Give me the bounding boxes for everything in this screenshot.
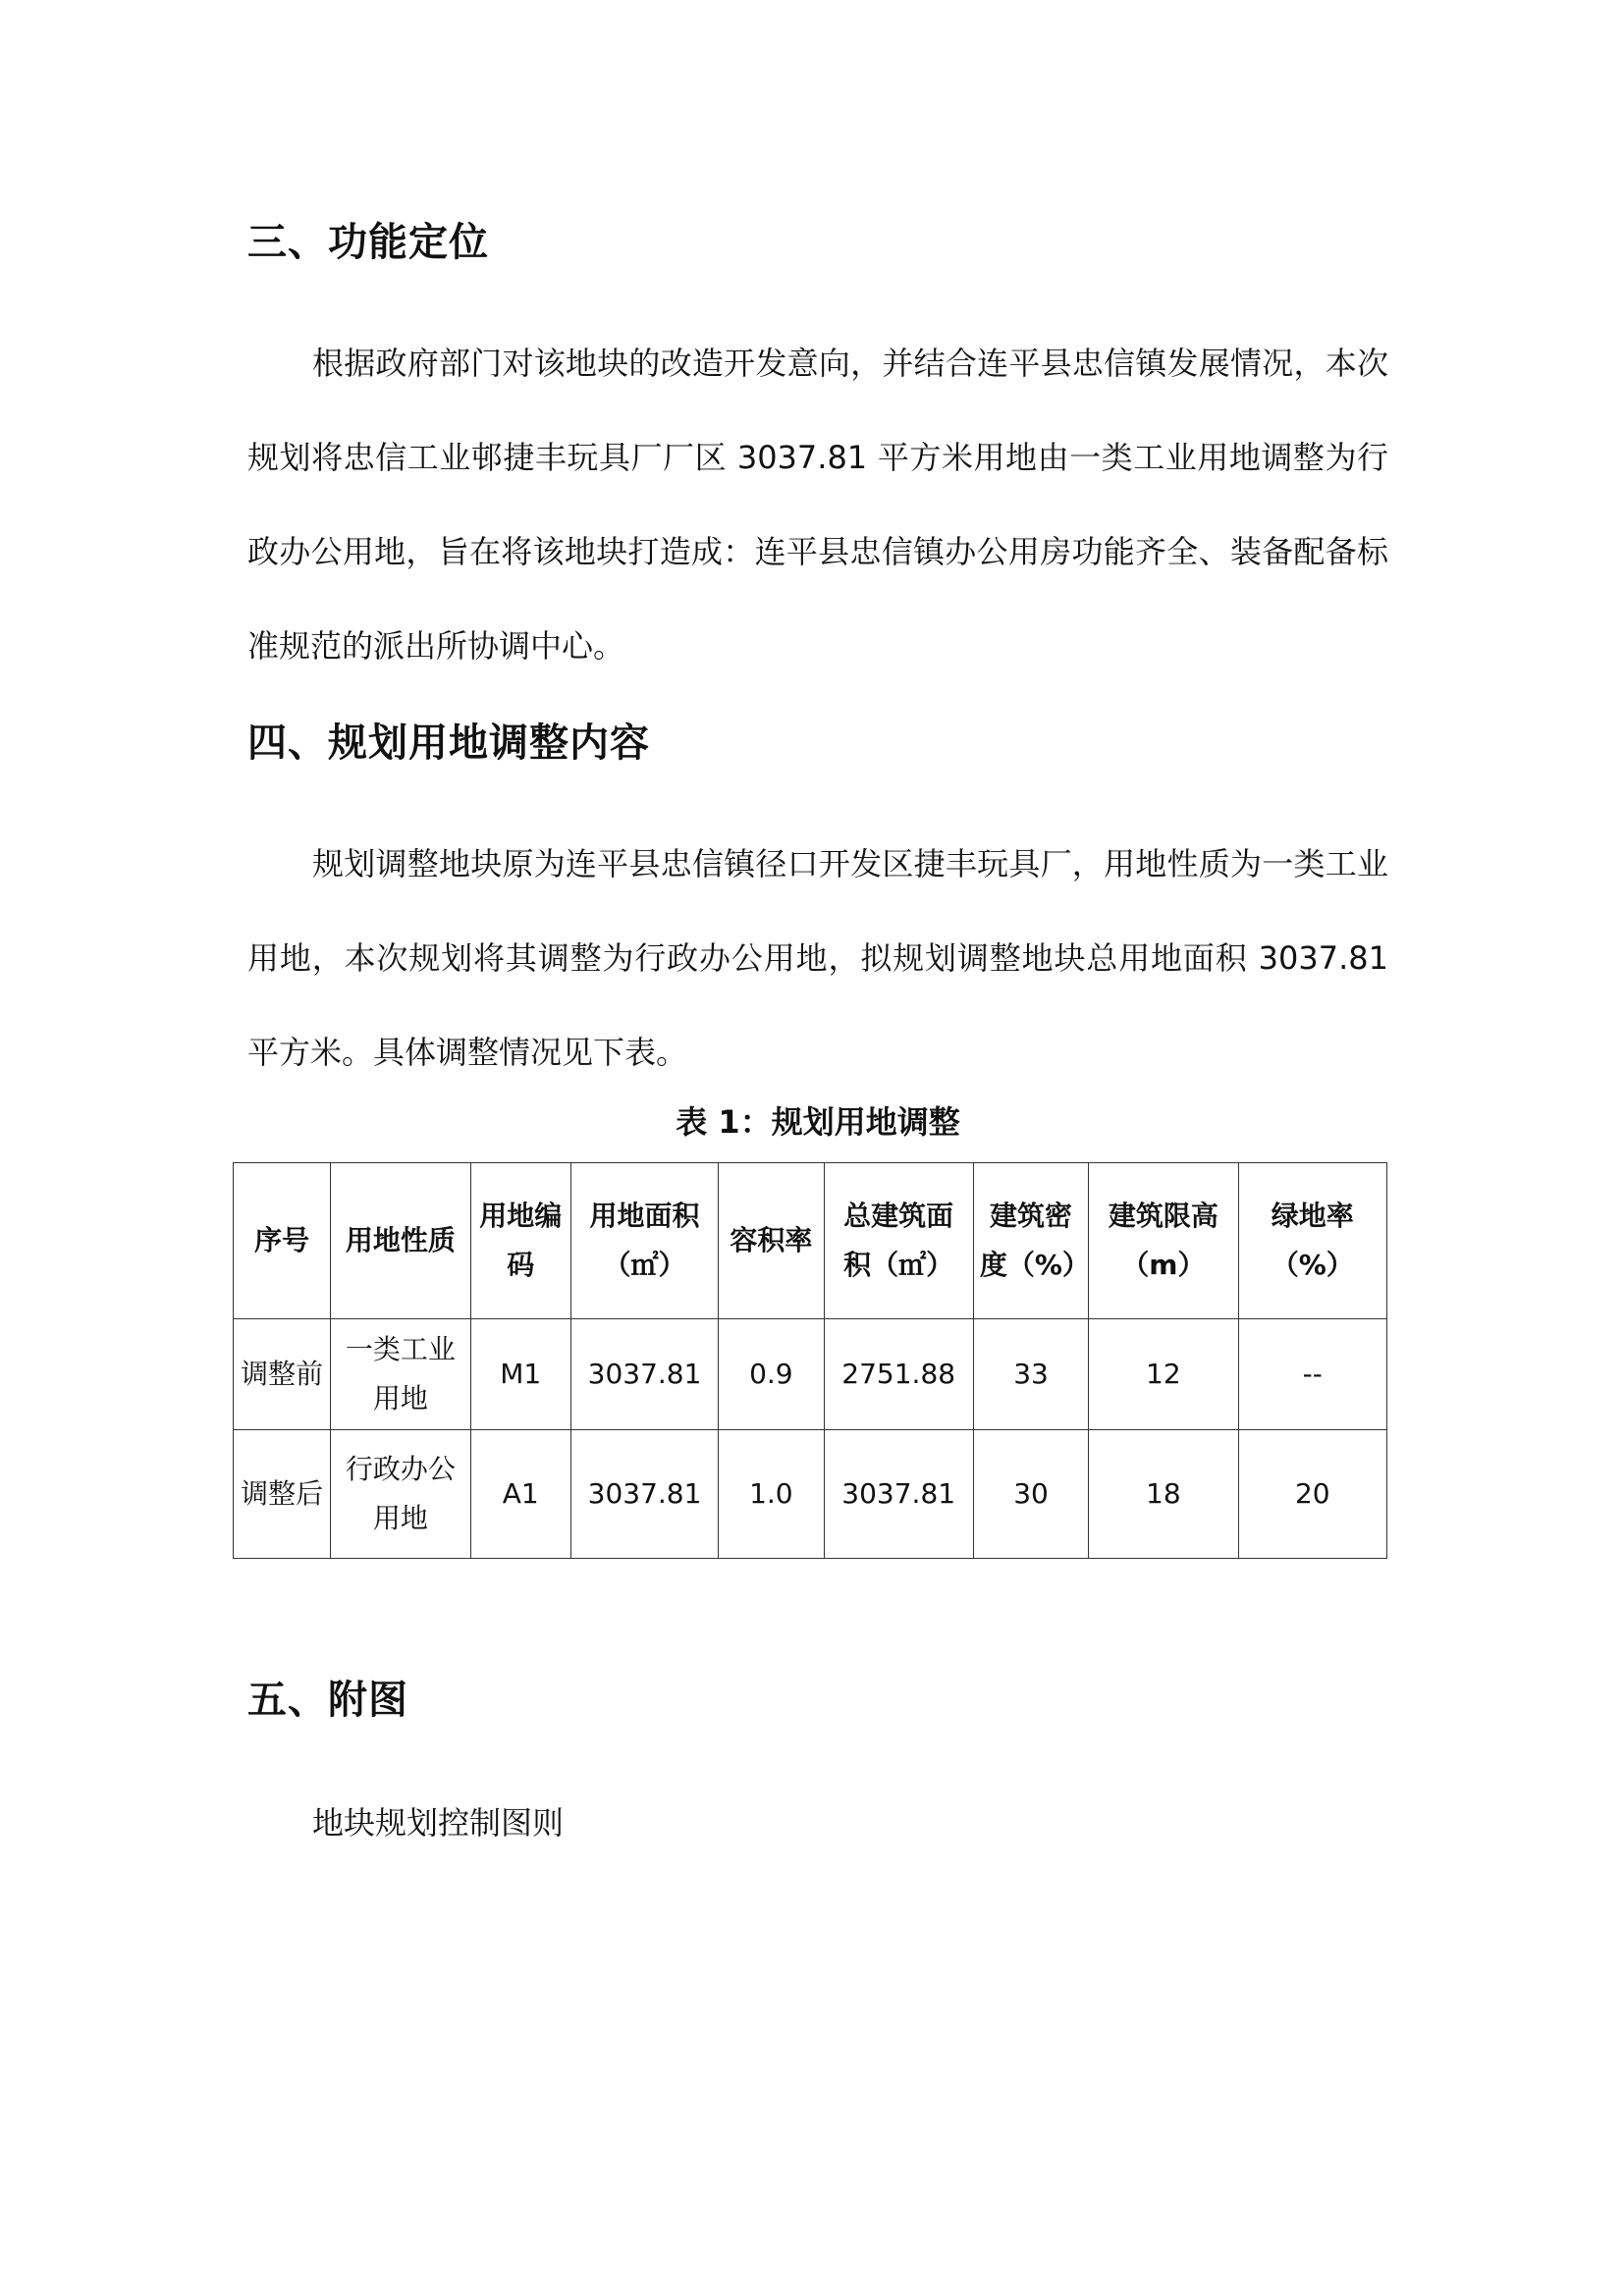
header-cell: 用地性质	[331, 1163, 470, 1319]
table-cell: M1	[470, 1319, 570, 1430]
table-header-row	[234, 1163, 1387, 1319]
table-row	[234, 1319, 1387, 1430]
table-cell: 3037.81	[824, 1430, 973, 1559]
header-cell: 容积率	[719, 1163, 824, 1319]
table-cell: 1.0	[719, 1430, 824, 1559]
header-cell: 用地编码	[470, 1163, 570, 1319]
land-adjustment-table	[233, 1162, 1387, 1559]
table-cell: 30	[973, 1430, 1088, 1559]
table-cell: 18	[1089, 1430, 1238, 1559]
table-cell: 一类工业用地	[331, 1319, 470, 1430]
header-cell: 建筑限高（m）	[1089, 1163, 1238, 1319]
table-cell: 20	[1238, 1430, 1386, 1559]
attachment-item: 地块规划控制图则	[312, 1804, 565, 1842]
table-cell: 调整后	[234, 1430, 331, 1559]
table-cell: 3037.81	[570, 1319, 718, 1430]
table-cell: 行政办公用地	[331, 1430, 470, 1559]
table-cell: 33	[973, 1319, 1088, 1430]
table-cell: --	[1238, 1319, 1386, 1430]
table-cell: 12	[1089, 1319, 1238, 1430]
section-4-paragraph: 规划调整地块原为连平县忠信镇径口开发区捷丰玩具厂，用地性质为一类工业用地，本次规划将其调整为行政办公用地，拟规划调整地块总用地面积 3037.81 平方米。具体调整情况见下表。	[247, 845, 1388, 1071]
table-cell: 0.9	[719, 1319, 824, 1430]
header-cell: 序号	[234, 1163, 331, 1319]
table-row	[234, 1430, 1387, 1559]
section-3-paragraph: 根据政府部门对该地块的改造开发意向，并结合连平县忠信镇发展情况，本次规划将忠信工业邨捷丰玩具厂厂区 3037.81 平方米用地由一类工业用地调整为行政办公用地，旨在将该地块打造成：连平县忠信镇办公用房功能齐全、装备配备标准规范的派出所协调中心。	[247, 345, 1388, 665]
section-3-heading: 三、功能定位	[247, 220, 489, 265]
table-cell: 3037.81	[570, 1430, 718, 1559]
section-4-heading: 四、规划用地调整内容	[247, 721, 650, 766]
table-cell: 调整前	[234, 1319, 331, 1430]
header-cell: 绿地率（%）	[1238, 1163, 1386, 1319]
table-caption: 表 1：规划用地调整	[676, 1103, 960, 1141]
table-cell: A1	[470, 1430, 570, 1559]
header-cell: 总建筑面积（㎡）	[824, 1163, 973, 1319]
header-cell: 用地面积（㎡）	[570, 1163, 718, 1319]
header-cell: 建筑密度（%）	[973, 1163, 1088, 1319]
section-5-heading: 五、附图	[247, 1678, 408, 1723]
table-cell: 2751.88	[824, 1319, 973, 1430]
